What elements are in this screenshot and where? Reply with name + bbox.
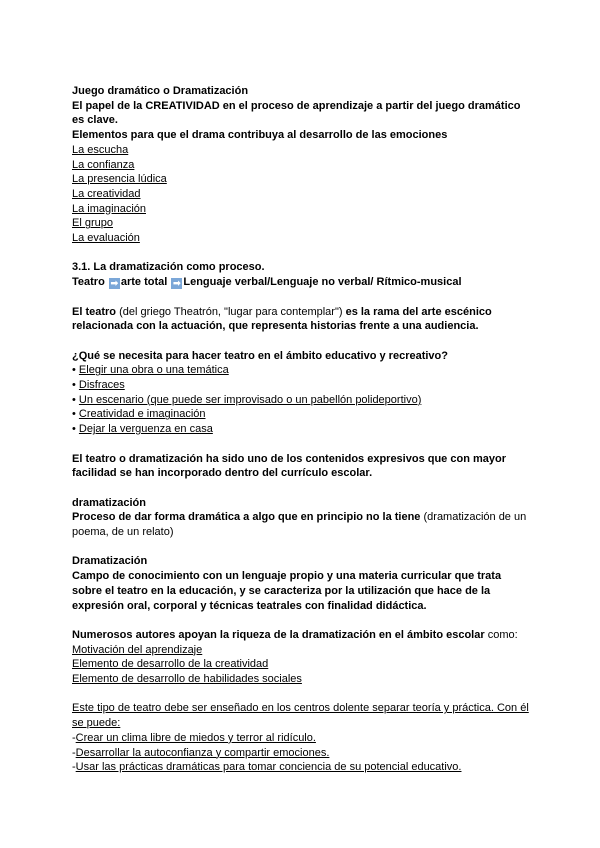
document-page [72, 84, 532, 775]
closing-intro: Este tipo de teatro debe ser enseñado en los centros dolente separar teoría y práctica. Con él se puede: [72, 702, 529, 730]
element-item: La presencia lúdica [72, 173, 167, 186]
bullet-icon: • [72, 408, 76, 421]
bullet-icon: • [72, 379, 76, 392]
curriculum-paragraph: El teatro o dramatización ha sido uno de los contenidos expresivos que con mayor facilidad se han incorporado dentro del currículo escolar. [72, 452, 506, 480]
definition-term: Dramatización [72, 555, 148, 568]
element-item: La confianza [72, 158, 135, 171]
bullet-icon: • [72, 423, 76, 436]
arrow-right-icon: ➡ [173, 278, 181, 289]
element-item: La escucha [72, 143, 129, 156]
teatro-definition: El teatro (del griego Theatrón, "lugar para contemplar") es la rama del arte escénico relacionada con la actuación, que representa historias frente a una audiencia. [72, 305, 492, 333]
authors-paragraph: Numerosos autores apoyan la riqueza de la dramatización en el ámbito escolar como: [72, 628, 518, 641]
definition-term: dramatización [72, 496, 146, 509]
element-item: El grupo [72, 217, 113, 230]
arrow-right-icon: ➡ [110, 278, 119, 289]
need-item: • Un escenario (que puede ser improvisado o un pabellón polideportivo) [72, 393, 422, 406]
need-item: • Creatividad e imaginación [72, 408, 206, 421]
definition-text: Campo de conocimiento con un lenguaje propio y una materia curricular que trata sobre el teatro en la educación, y se caracteriza por la utilización que hace de la expresión oral, corporal y técnicas teatrales con finalidad didáctica. [72, 570, 502, 612]
doc-title: Juego dramático o Dramatización [72, 85, 249, 97]
bullet-icon: • [72, 393, 76, 406]
element-item: La imaginación [72, 202, 146, 215]
closing-item: -Desarrollar la autoconfianza y compartir emociones. [72, 746, 330, 759]
need-item: • Dejar la verguenza en casa [72, 423, 213, 436]
closing-item: -Usar las prácticas dramáticas para tomar conciencia de su potencial educativo. [72, 761, 462, 774]
intro-line-creativity: El papel de la CREATIVIDAD en el proceso de aprendizaje a partir del juego dramático es clave. [72, 99, 521, 127]
author-item: Elemento de desarrollo de habilidades sociales [72, 673, 302, 686]
bullet-icon: • [72, 364, 76, 377]
lenguaje-label: Lenguaje verbal/Lenguaje no verbal/ Rítmico-musical [183, 276, 462, 289]
intro-line-elements: Elementos para que el drama contribuya al desarrollo de las emociones [72, 129, 448, 142]
element-item: La creatividad [72, 187, 141, 200]
question-heading: ¿Qué se necesita para hacer teatro en el ámbito educativo y recreativo? [72, 349, 448, 362]
element-item: La evaluación [72, 232, 140, 245]
need-item: • Disfraces [72, 379, 125, 392]
arte-total-label: arte total [120, 276, 171, 289]
definition-text: Proceso de dar forma dramática a algo que en principio no la tiene (dramatización de un poema, de un relato) [72, 511, 527, 539]
author-item: Motivación del aprendizaje [72, 643, 203, 656]
teatro-label: Teatro [72, 276, 108, 289]
need-item: • Elegir una obra o una temática [72, 364, 229, 377]
closing-item: -Crear un clima libre de miedos y terror al ridículo. [72, 731, 316, 744]
author-item: Elemento de desarrollo de la creatividad [72, 658, 269, 671]
section-title: 3.1. La dramatización como proceso. [72, 261, 265, 274]
teatro-chain [72, 275, 532, 290]
